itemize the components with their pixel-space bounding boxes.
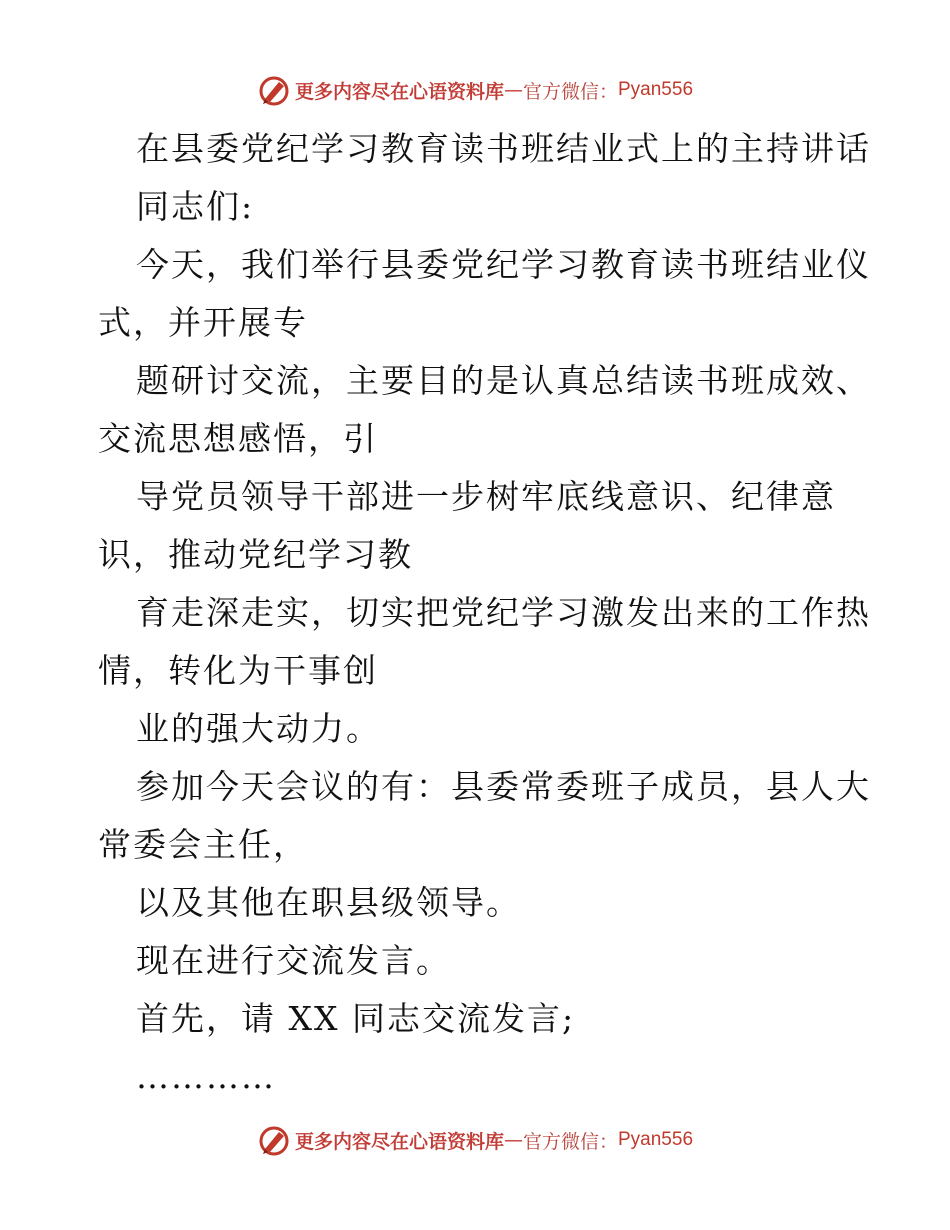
paragraph-line: 识，推动党纪学习教 [98, 535, 413, 574]
watermark-dash: — [503, 79, 523, 101]
paragraph-line: 以及其他在职县级领导。 [136, 883, 521, 922]
paragraph-line: 现在进行交流发言。 [136, 941, 451, 980]
footer-watermark [0, 1120, 950, 1160]
paragraph-line: 交流思想感悟，引 [98, 419, 378, 458]
paragraph-line: 情，转化为干事创 [98, 651, 378, 690]
watermark-wechat-label: 官方微信： [522, 1130, 618, 1153]
paragraph-line: 首先，请 XX 同志交流发言; [136, 999, 576, 1038]
paragraph-line: 育走深走实，切实把党纪学习激发出来的工作热 [136, 593, 871, 632]
ellipsis-line: ………… [136, 1057, 276, 1096]
document-title: 在县委党纪学习教育读书班结业式上的主持讲话 [136, 129, 871, 168]
pen-logo-icon [257, 73, 291, 107]
watermark-site-name: 更多内容尽在心语资料库 [294, 80, 504, 103]
paragraph-line: 常委会主任， [98, 825, 308, 864]
watermark-wechat-label: 官方微信： [522, 80, 618, 103]
paragraph-line: 式，并开展专 [98, 303, 308, 342]
paragraph-line: 今天，我们举行县委党纪学习教育读书班结业仪 [136, 245, 871, 284]
watermark-site-name: 更多内容尽在心语资料库 [294, 1130, 504, 1153]
paragraph-line: 业的强大动力。 [136, 709, 381, 748]
paragraph-line: 题研讨交流，主要目的是认真总结读书班成效、 [136, 361, 871, 400]
salutation: 同志们: [136, 187, 255, 226]
pen-logo-icon [257, 1123, 291, 1157]
paragraph-line: 导党员领导干部进一步树牢底线意识、纪律意 [136, 477, 836, 516]
watermark-dash: — [503, 1129, 523, 1151]
paragraph-line: 参加今天会议的有：县委常委班子成员，县人大 [136, 767, 871, 806]
watermark-wechat-id: Pyan556 [618, 79, 694, 100]
document-body [0, 120, 950, 1100]
header-watermark [0, 70, 950, 110]
watermark-wechat-id: Pyan556 [618, 1129, 694, 1150]
